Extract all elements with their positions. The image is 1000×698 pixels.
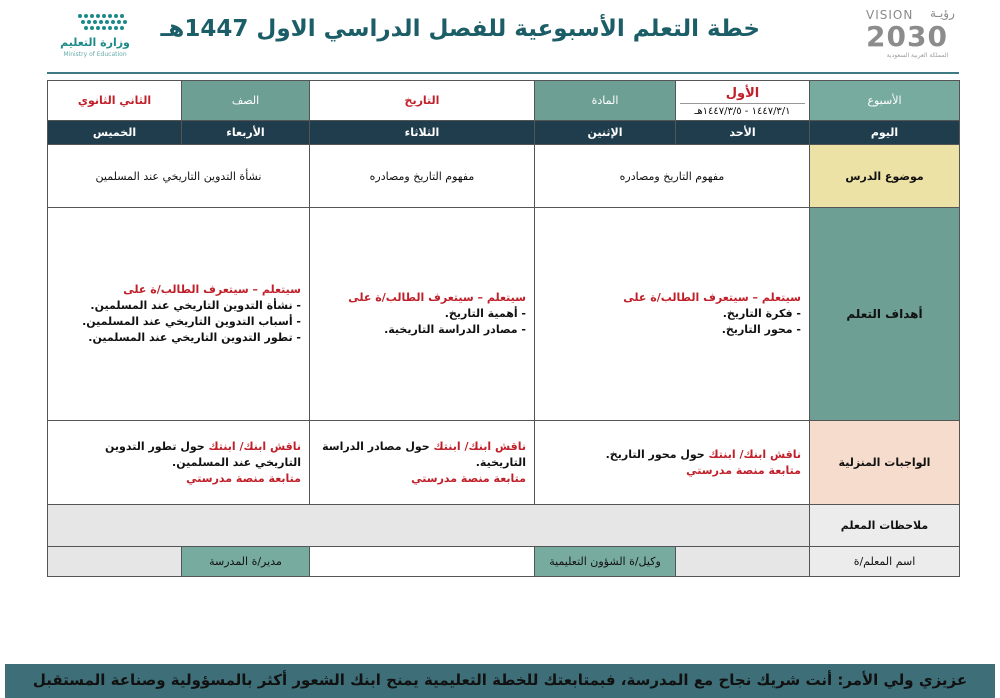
goal-item: - مصادر الدراسة التاريخية. [384, 323, 526, 336]
goals-sun-mon [535, 208, 810, 421]
lesson-tuesday: مفهوم التاريخ ومصادره [310, 145, 535, 208]
goals-wed-thu [48, 208, 310, 421]
goal-heading: سيتعلم – سيتعرف الطالب/ة على [623, 291, 801, 304]
day-monday: الإثنين [535, 121, 676, 145]
goal-heading: سيتعلم – سيتعرف الطالب/ة على [123, 283, 301, 296]
goal-heading: سيتعلم – سيتعرف الطالب/ة على [348, 291, 526, 304]
homework-platform: متابعة منصة مدرستي [186, 471, 301, 485]
page-title: خطة التعلم الأسبوعية للفصل الدراسي الاول 1447هـ [160, 16, 760, 42]
vision-2030-logo [860, 6, 970, 64]
week-value: الأول [725, 86, 760, 101]
principal-field[interactable] [48, 547, 182, 577]
principal-label: مدير/ة المدرسة [182, 547, 310, 577]
goal-item: - أسباب التدوين التاريخي عند المسلمين. [82, 315, 301, 328]
homework-text: حول تطور التدوين التاريخي عند المسلمين. [105, 439, 301, 469]
deputy-label: وكيل/ة الشؤون التعليمية [535, 547, 676, 577]
day-label: اليوم [810, 121, 960, 145]
goal-item: - أهمية التاريخ. [444, 307, 526, 320]
subject-value: التاريخ [310, 81, 535, 121]
homework-tuesday [310, 421, 535, 505]
info-row [48, 81, 960, 121]
lesson-label: موضوع الدرس [810, 145, 960, 208]
notes-row [48, 505, 960, 547]
homework-text: حول مصادر الدراسة التاريخية. [322, 439, 526, 469]
homework-sun-mon [535, 421, 810, 505]
weekly-plan-table [47, 80, 960, 577]
ministry-logo [44, 8, 144, 58]
vision-arabic-word: رؤيـة [930, 6, 955, 20]
lesson-sun-mon: مفهوم التاريخ ومصادره [535, 145, 810, 208]
vision-subtitle: المملكة العربية السعودية [886, 52, 949, 59]
signature-row [48, 547, 960, 577]
subject-label: المادة [535, 81, 676, 121]
lesson-row [48, 145, 960, 208]
week-value-cell [676, 81, 810, 121]
homework-wed-thu [48, 421, 310, 505]
goal-item: - تطور التدوين التاريخي عند المسلمين. [88, 331, 301, 344]
teacher-name-label: اسم المعلم/ة [810, 547, 960, 577]
parent-message: عزيزي ولي الأمر: أنت شريك نجاح مع المدرسة، فبمتابعتك للخطة التعليمية يمنح ابنك الشعور أكثر بالمسؤولية وصناعة المستقبل [32, 671, 968, 689]
deputy-field[interactable] [310, 547, 535, 577]
goal-item: - محور التاريخ. [721, 323, 801, 336]
homework-row [48, 421, 960, 505]
ministry-logo-arabic: وزارة التعليم [60, 36, 130, 49]
week-dates: ١٤٤٧/٣/١ - ١٤٤٧/٣/٥هـ [680, 103, 805, 117]
grade-value: الثاني الثانوي [48, 81, 182, 121]
week-label: الأسبوع [810, 81, 960, 121]
days-row [48, 121, 960, 145]
vision-year: 2030 [866, 20, 948, 53]
day-thursday: الخميس [48, 121, 182, 145]
ministry-logo-english: Ministry of Education [63, 51, 127, 58]
homework-label: الواجبات المنزلية [810, 421, 960, 505]
page-header [0, 0, 1000, 70]
parent-message-footer [5, 664, 995, 698]
homework-text: حول محور التاريخ. [605, 447, 709, 461]
homework-platform: متابعة منصة مدرستي [686, 463, 801, 477]
header-divider [47, 72, 959, 74]
homework-platform: متابعة منصة مدرستي [411, 471, 526, 485]
notes-label: ملاحظات المعلم [810, 505, 960, 547]
goal-item: - نشأة التدوين التاريخي عند المسلمين. [90, 299, 301, 312]
vision-word: VISION [866, 8, 914, 22]
day-wednesday: الأربعاء [182, 121, 310, 145]
homework-discuss: ناقش ابنك/ ابنتك [433, 439, 526, 453]
lesson-wed-thu: نشأة التدوين التاريخي عند المسلمين [48, 145, 310, 208]
homework-discuss: ناقش ابنك/ ابنتك [708, 447, 801, 461]
day-sunday: الأحد [676, 121, 810, 145]
goal-item: - فكرة التاريخ. [722, 307, 801, 320]
day-tuesday: الثلاثاء [310, 121, 535, 145]
homework-discuss: ناقش ابنك/ ابنتك [208, 439, 301, 453]
goals-row [48, 208, 960, 421]
grade-label: الصف [182, 81, 310, 121]
teacher-name-field[interactable] [676, 547, 810, 577]
ministry-logo-dots-icon [74, 12, 134, 34]
goals-label: أهداف التعلم [810, 208, 960, 421]
goals-tuesday [310, 208, 535, 421]
notes-field[interactable] [48, 505, 810, 547]
